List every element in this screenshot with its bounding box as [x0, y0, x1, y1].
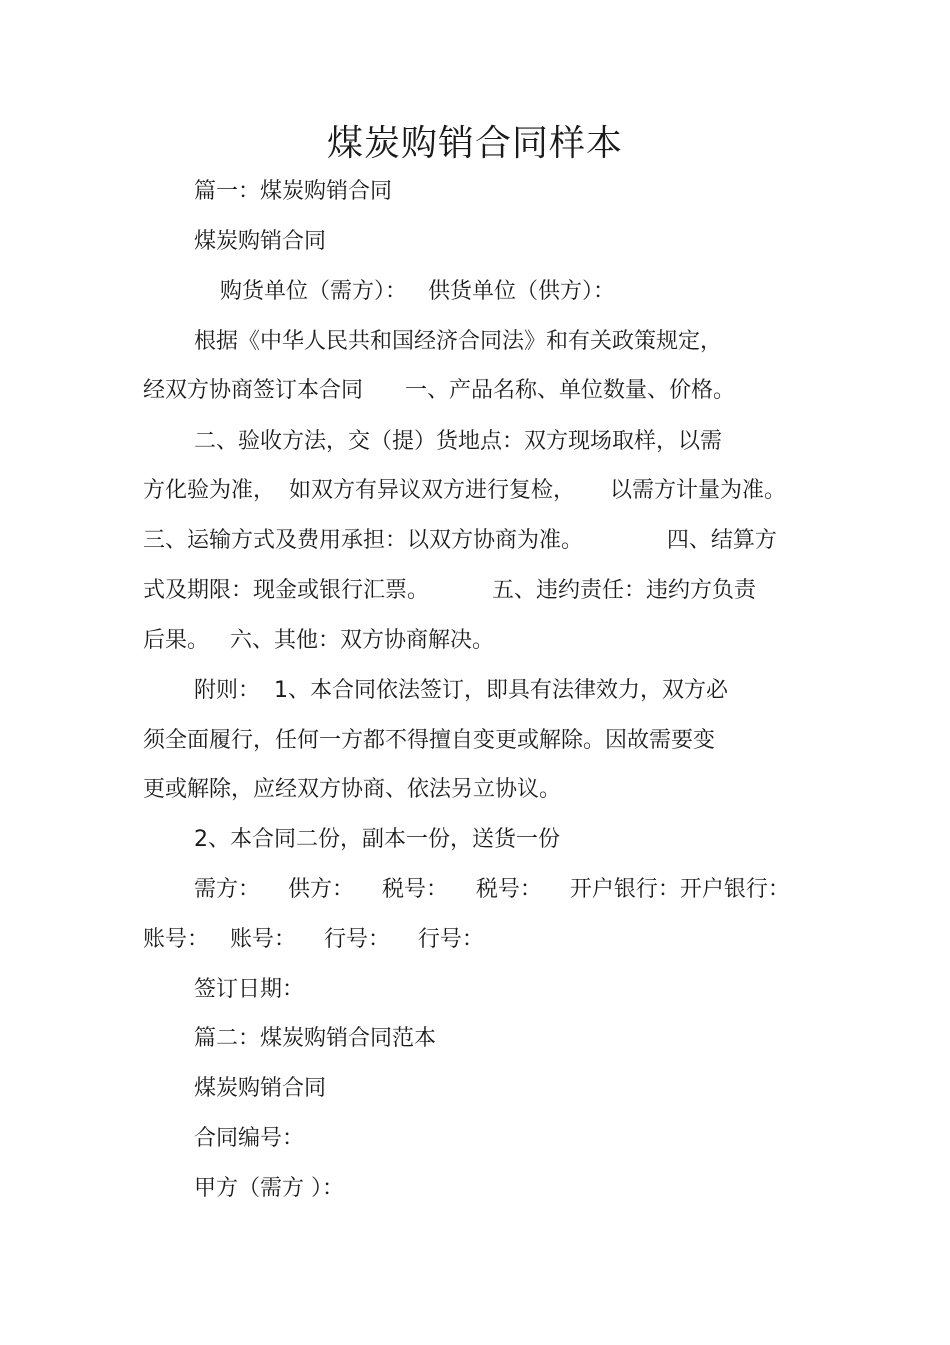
paragraph-line: 二、验收方法，交（提）货地点：双方现场取样，以需 [194, 429, 723, 454]
paragraph-line: 更或解除，应经双方协商、依法另立协议。 [143, 777, 562, 802]
paragraph-line: 根据《中华人民共和国经济合同法》和有关政策规定， [194, 329, 723, 354]
paragraph-line: 式及期限：现金或银行汇票。 五、违约责任：违约方负责 [143, 578, 756, 603]
contract-heading-1: 煤炭购销合同 [194, 229, 327, 254]
section-heading-2: 篇二：煤炭购销合同范本 [194, 1026, 437, 1051]
paragraph-line: 须全面履行，任何一方都不得擅自变更或解除。因故需要变 [143, 728, 716, 753]
party-a-line: 甲方（需方 ）： [194, 1176, 344, 1201]
paragraph-line: 方化验为准， 如双方有异议双方进行复检， 以需方计量为准。 [143, 478, 786, 503]
parties-line: 购货单位（需方）： 供货单位（供方）： [220, 279, 615, 304]
signature-fields-line: 账号： 账号： 行号： 行号： [143, 927, 484, 952]
paragraph-line: 后果。 六、其他：双方协商解决。 [143, 628, 494, 653]
section-heading-1: 篇一：煤炭购销合同 [194, 179, 393, 204]
signing-date-line: 签订日期： [194, 977, 305, 1002]
paragraph-line: 2、本合同二份，副本一份，送货一份 [194, 827, 560, 852]
document-title: 煤炭购销合同样本 [326, 123, 623, 164]
contract-number-line: 合同编号： [194, 1126, 305, 1151]
signature-fields-line: 需方： 供方： 税号： 税号： 开户银行：开户银行： [194, 877, 790, 902]
paragraph-line: 附则： 1、本合同依法签订，即具有法律效力，双方必 [194, 678, 728, 703]
paragraph-line: 三、运输方式及费用承担：以双方协商为准。 四、结算方 [143, 528, 777, 553]
contract-heading-2: 煤炭购销合同 [194, 1076, 327, 1101]
paragraph-line: 经双方协商签订本合同 一、产品名称、单位数量、价格。 [143, 378, 735, 403]
